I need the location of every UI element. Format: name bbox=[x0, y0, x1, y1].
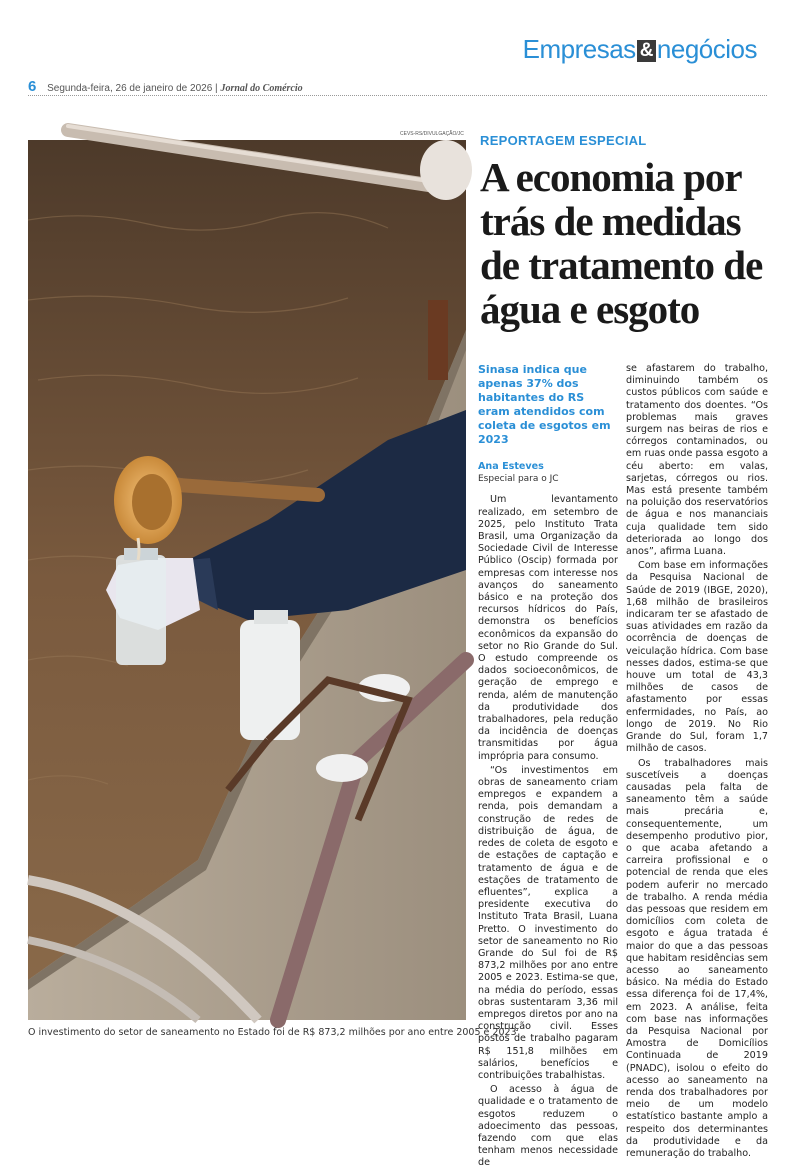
paragraph: “Os investimentos em obras de saneamento criam empregos e expandem a renda, pois demandam a construção de redes de distribuição de água, de redes de coleta de esgoto e de estações de captação e tratamento de água e de estações de tratamento de efluentes”, explica a presidente executiva do Instituto Trata Brasil, Luana Pretto. O investimento do setor de saneamento no Rio Grande do Sul foi de R$ 873,2 milhões por ano entre 2005 e 2023. Estima-se que, na média do período, essas obras sustentaram 3,36 mil empregos diretos por ano na construção civil. Esses postos de trabalho pagaram R$ 151,8 milhões em salários, benefícios e contribuições trabalhistas. bbox=[478, 764, 618, 1081]
newspaper-name: Jornal do Comércio bbox=[220, 83, 303, 94]
page-folio bbox=[28, 78, 767, 96]
article-photo bbox=[28, 140, 466, 1020]
section-title-left: Empresas bbox=[522, 34, 636, 64]
section-title-right: negócios bbox=[656, 34, 757, 64]
paragraph: Com base em informações da Pesquisa Nacional de Saúde de 2019 (IBGE, 2020), 1,68 milhão de brasileiros indicaram ter se afastado de suas atividades em razão da ocorrência de doenças de veiculação hídrica. Com base nesses dados, estima-se que houve um total de 43,3 milhões de casos de afastamento por essas enfermidades, no País, ao longo de 2019. No Rio Grande do Sul, foram 1,7 milhão de casos. bbox=[626, 560, 768, 755]
article-headline: A economia por trás de medidas de tratamento de água e esgoto bbox=[480, 154, 763, 332]
photo-credit: CEVS-RS/DIVULGAÇÃO/JC bbox=[400, 131, 464, 137]
paragraph: Os trabalhadores mais suscetíveis a doenças causadas pela falta de saneamento têm a saúde mais precária e, consequentemente, um desempenho produtivo pior, o que acaba afetando a carreira profissional e o potencial de renda que eles podem auferir no mercado de trabalho. A renda média das pessoas que residem em domicílios com coleta de esgoto e água tratada é maior do que a das pessoas que habitam residências sem acesso ao saneamento básico. Na média do Estado essa diferença foi de 17,4%, em 2023. A análise, feita com base nas informações da Pesquisa Nacional por Amostra de Domicílios Continuada de 2019 (PNADC), isolou o efeito do acesso ao saneamento na renda dos trabalhadores por meio de um modelo estatístico bastante amplo a respeito dos determinantes da produtividade e da remuneração do trabalho. bbox=[626, 757, 768, 1159]
article-kicker: REPORTAGEM ESPECIAL bbox=[480, 133, 647, 148]
issue-date: Segunda-feira, 26 de janeiro de 2026 bbox=[47, 83, 213, 94]
paragraph: se afastarem do trabalho, diminuindo também os custos públicos com saúde e tratamento dos doentes. “Os problemas mais graves surgem nas beiras de rios e córregos contaminados, ou em ruas onde passa esgoto a céu aberto: em valas, sarjetas, córregos ou rios. Mas está presente também na poluição dos reservatórios de água e nos mananciais cuja qualidade tem sido deteriorada ao longo dos anos”, afirma Luana. bbox=[626, 363, 768, 558]
article-column-2 bbox=[626, 363, 768, 1160]
folio-separator: | bbox=[215, 83, 218, 94]
article-standfirst: Sinasa indica que apenas 37% dos habitantes do RS eram atendidos com coleta de esgotos em 2023 bbox=[478, 363, 611, 446]
paragraph: O acesso à água de qualidade e o tratamento de esgotos reduzem o adoecimento das pessoas, fazendo com que elas tenham menos necessidade de bbox=[478, 1084, 618, 1169]
water-sampling-illustration bbox=[28, 140, 466, 1020]
photo-caption: O investimento do setor de saneamento no Estado foi de R$ 873,2 milhões por ano entre 2005 e 2023 bbox=[28, 1027, 517, 1038]
author-role: Especial para o JC bbox=[478, 474, 559, 485]
page-number: 6 bbox=[28, 78, 37, 95]
author-name: Ana Esteves bbox=[478, 461, 544, 472]
article-column-1 bbox=[478, 363, 618, 1170]
section-title bbox=[523, 34, 757, 65]
paragraph: Um levantamento realizado, em setembro de 2025, pelo Instituto Trata Brasil, uma Organização da Sociedade Civil de Interesse Público (Oscip) formada por empresas com interesse nos avanços do saneamento básico e na proteção dos recursos hídricos do País, demonstra os benefícios econômicos da expansão do setor no Rio Grande do Sul. O estudo compreende os dados socioeconômicos, de geração de emprego e renda, além de manutenção da produtividade dos trabalhadores, pela redução da incidência de doenças transmitidas por água imprópria para consumo. bbox=[478, 494, 618, 762]
section-ampersand: & bbox=[637, 40, 656, 62]
